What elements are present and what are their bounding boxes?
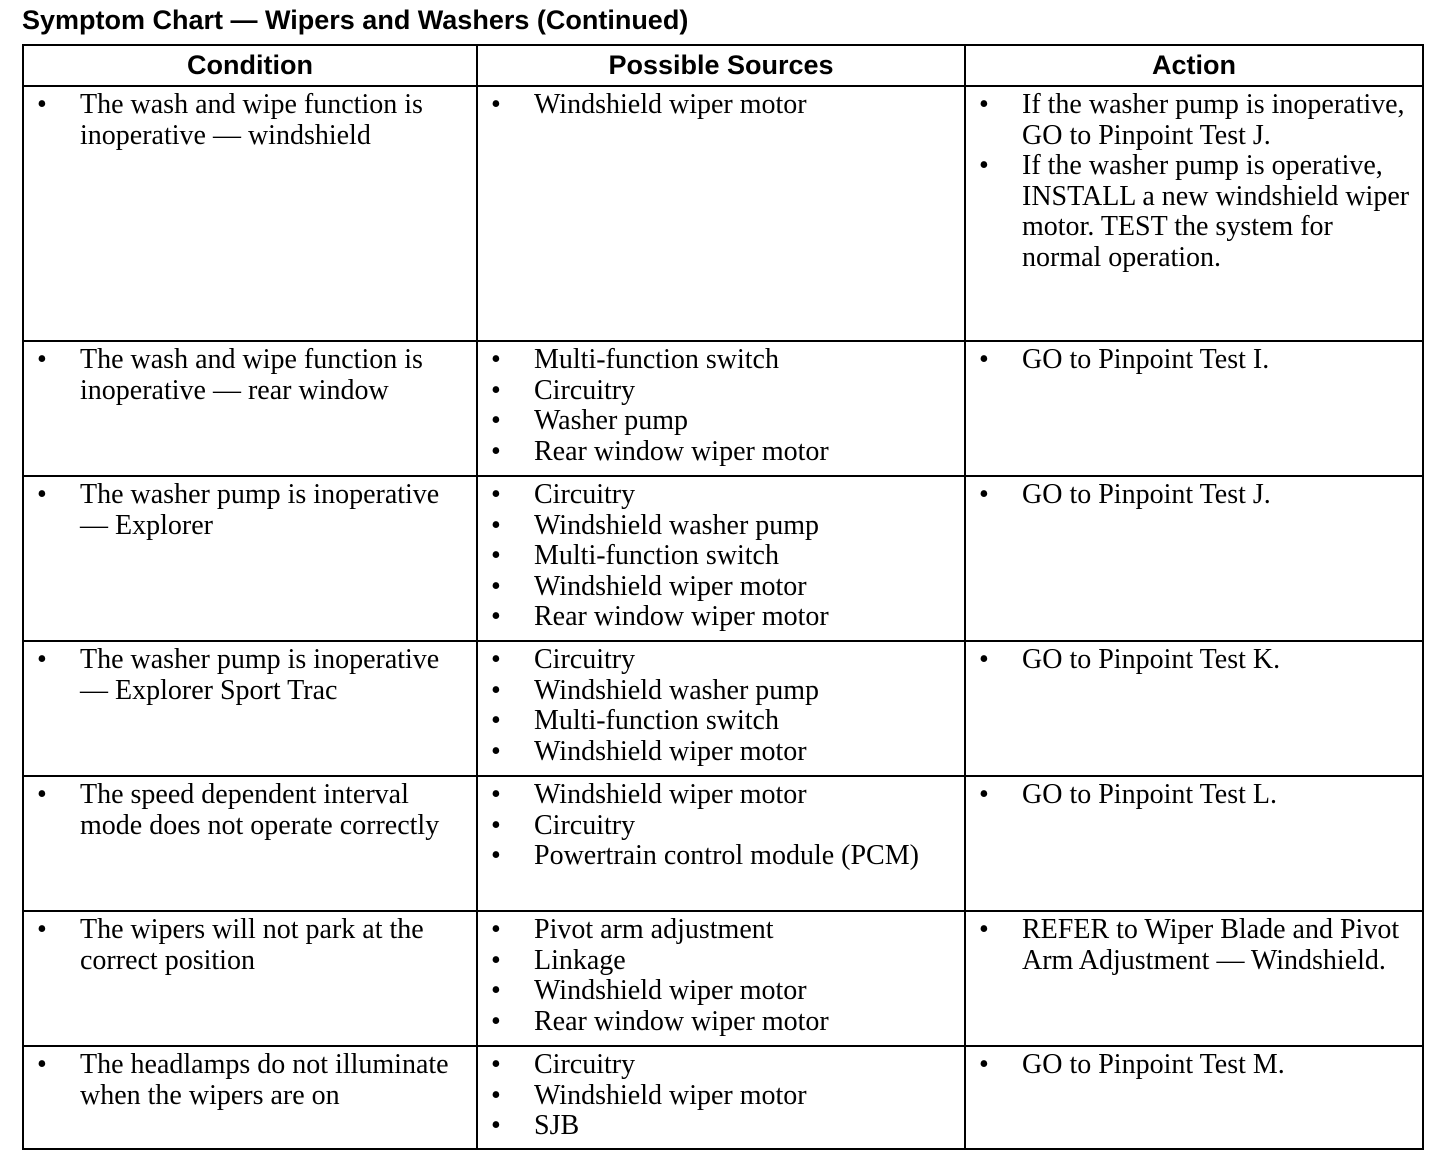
source-item: • Multi-function switch xyxy=(478,345,958,376)
source-item: • Windshield washer pump xyxy=(478,676,958,707)
action-cell xyxy=(965,776,1423,911)
sources-cell xyxy=(477,1046,965,1149)
condition-item: • The wash and wipe function is inoperative — windshield xyxy=(24,90,470,151)
header-action: Action xyxy=(965,45,1423,86)
source-item: • Circuitry xyxy=(478,811,958,842)
table-row xyxy=(23,86,1423,341)
action-cell xyxy=(965,476,1423,641)
condition-cell xyxy=(23,641,477,776)
header-possible-sources: Possible Sources xyxy=(477,45,965,86)
source-item: • Powertrain control module (PCM) xyxy=(478,841,958,872)
condition-item: • The wash and wipe function is inoperative — rear window xyxy=(24,345,470,406)
action-item: • GO to Pinpoint Test K. xyxy=(966,645,1416,676)
action-item: • If the washer pump is operative, INSTALL a new windshield wiper motor. TEST the system for normal operation. xyxy=(966,151,1416,273)
condition-item: • The wipers will not park at the correct position xyxy=(24,915,470,976)
condition-cell xyxy=(23,86,477,341)
sources-cell xyxy=(477,911,965,1046)
source-item: • Rear window wiper motor xyxy=(478,602,958,633)
action-cell xyxy=(965,641,1423,776)
condition-cell xyxy=(23,776,477,911)
table-row xyxy=(23,911,1423,1046)
action-item: • GO to Pinpoint Test I. xyxy=(966,345,1416,376)
action-item: • GO to Pinpoint Test J. xyxy=(966,480,1416,511)
sources-cell xyxy=(477,86,965,341)
source-item: • Windshield wiper motor xyxy=(478,780,958,811)
condition-item: • The washer pump is inoperative — Explorer Sport Trac xyxy=(24,645,470,706)
action-item: • GO to Pinpoint Test L. xyxy=(966,780,1416,811)
source-item: • Rear window wiper motor xyxy=(478,1007,958,1038)
source-item: • Circuitry xyxy=(478,376,958,407)
action-cell xyxy=(965,911,1423,1046)
table-row xyxy=(23,1046,1423,1149)
source-item: • Windshield wiper motor xyxy=(478,90,958,121)
sources-cell xyxy=(477,341,965,476)
condition-item: • The headlamps do not illuminate when the wipers are on xyxy=(24,1050,470,1111)
condition-cell xyxy=(23,911,477,1046)
condition-item: • The speed dependent interval mode does not operate correctly xyxy=(24,780,470,841)
source-item: • Washer pump xyxy=(478,406,958,437)
source-item: • Windshield wiper motor xyxy=(478,1081,958,1112)
source-item: • Windshield wiper motor xyxy=(478,737,958,768)
condition-cell xyxy=(23,476,477,641)
source-item: • Multi-function switch xyxy=(478,706,958,737)
source-item: • Windshield wiper motor xyxy=(478,976,958,1007)
condition-item: • The washer pump is inoperative — Explorer xyxy=(24,480,470,541)
source-item: • Pivot arm adjustment xyxy=(478,915,958,946)
table-header-row xyxy=(23,45,1423,86)
action-item: • GO to Pinpoint Test M. xyxy=(966,1050,1416,1081)
table-row xyxy=(23,476,1423,641)
source-item: • SJB xyxy=(478,1111,958,1142)
header-condition: Condition xyxy=(23,45,477,86)
condition-cell xyxy=(23,1046,477,1149)
source-item: • Circuitry xyxy=(478,480,958,511)
symptom-chart-table xyxy=(22,44,1424,1150)
action-item: • REFER to Wiper Blade and Pivot Arm Adjustment — Windshield. xyxy=(966,915,1416,976)
source-item: • Windshield wiper motor xyxy=(478,572,958,603)
source-item: • Linkage xyxy=(478,946,958,977)
action-item: • If the washer pump is inoperative, GO to Pinpoint Test J. xyxy=(966,90,1416,151)
action-cell xyxy=(965,341,1423,476)
page-title: Symptom Chart — Wipers and Washers (Continued) xyxy=(22,5,689,35)
action-cell xyxy=(965,1046,1423,1149)
sources-cell xyxy=(477,641,965,776)
table-row xyxy=(23,341,1423,476)
source-item: • Multi-function switch xyxy=(478,541,958,572)
source-item: • Rear window wiper motor xyxy=(478,437,958,468)
source-item: • Circuitry xyxy=(478,1050,958,1081)
table-row xyxy=(23,641,1423,776)
source-item: • Windshield washer pump xyxy=(478,511,958,542)
condition-cell xyxy=(23,341,477,476)
action-cell xyxy=(965,86,1423,341)
table-row xyxy=(23,776,1423,911)
source-item: • Circuitry xyxy=(478,645,958,676)
sources-cell xyxy=(477,776,965,911)
sources-cell xyxy=(477,476,965,641)
